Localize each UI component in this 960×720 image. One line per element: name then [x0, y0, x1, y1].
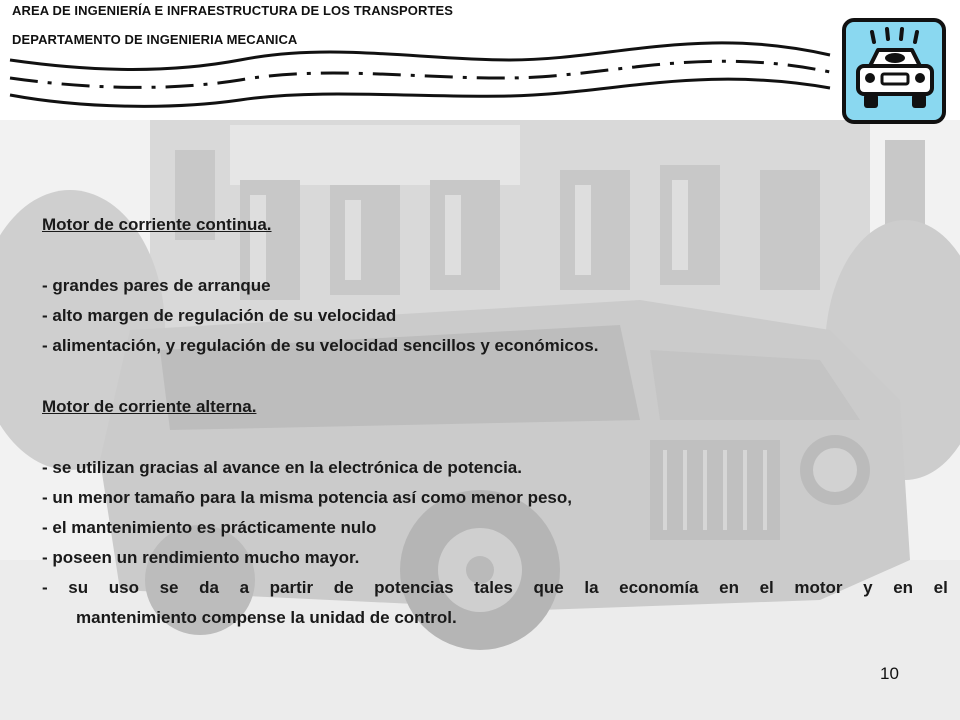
word: tales [474, 578, 513, 597]
word: en [893, 578, 914, 597]
ac-motor-heading: Motor de corriente alterna. [42, 397, 257, 416]
word: motor [794, 578, 843, 597]
word: la [584, 578, 599, 597]
word: da [199, 578, 219, 597]
dc-motor-heading: Motor de corriente continua. [42, 215, 272, 234]
word: el [933, 578, 948, 597]
word: de [333, 578, 354, 597]
car-front-icon [842, 18, 946, 124]
ac-item: - poseen un rendimiento mucho mayor. [42, 548, 360, 567]
header-department-area: AREA DE INGENIERÍA E INFRAESTRUCTURA DE LOS TRANSPORTES [12, 3, 454, 18]
word: potencias [374, 578, 454, 597]
slide-content [42, 210, 948, 633]
word: partir [269, 578, 314, 597]
word: que [533, 578, 564, 597]
word: y [863, 578, 873, 597]
word: su [68, 578, 89, 597]
ac-item-last [42, 573, 948, 603]
dc-item: - grandes pares de arranque [42, 276, 271, 295]
word: se [159, 578, 179, 597]
word: uso [108, 578, 139, 597]
ac-item-last-continuation: mantenimiento compense la unidad de control. [76, 608, 457, 627]
word: a [239, 578, 250, 597]
ac-item: - el mantenimiento es prácticamente nulo [42, 518, 377, 537]
page-number: 10 [880, 664, 899, 683]
ac-item: - se utilizan gracias al avance en la electrónica de potencia. [42, 458, 522, 477]
word: en [719, 578, 739, 597]
word: economía [619, 578, 699, 597]
word: - [42, 578, 48, 597]
road-icon [0, 30, 840, 120]
dc-item: - alimentación, y regulación de su velocidad sencillos y económicos. [42, 336, 599, 355]
header-department: DEPARTAMENTO DE INGENIERIA MECANICA [12, 32, 298, 47]
dc-item: - alto margen de regulación de su velocidad [42, 306, 397, 325]
ac-item: - un menor tamaño para la misma potencia así como menor peso, [42, 488, 572, 507]
word: el [759, 578, 774, 597]
